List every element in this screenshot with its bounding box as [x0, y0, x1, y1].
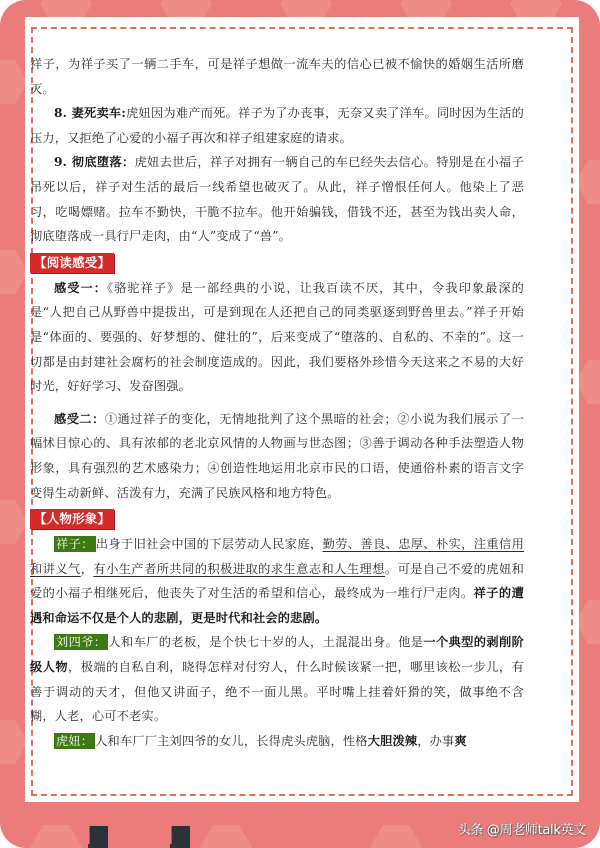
decorative-blob [370, 825, 422, 848]
feeling-2-text: ①通过祥子的变化，无情地批判了这个黑暗的社会；②小说为我们展示了一幅怵目惊心的、具有浓郁的老北京风情的人物画与世态图；③善于调动各种手法塑造人物形象，具有强烈的艺术感染力；④创造性地运用北京市民的口语，使通俗朴素的语言文字变得生动新鲜、活泼有力，充满了民族风格和地方特色。 [30, 411, 524, 500]
bold-text: 一个典型的剥削阶级人物 [30, 635, 524, 675]
reading-feeling-2 [30, 407, 524, 505]
underlined-text: 有小生产者所共同的积极进取的求生意志和人生理想 [93, 561, 385, 576]
feeling-1-text: 《骆驼祥子》是一部经典的小说，让我百读不厌，其中，令我印象最深的是“人把自己从野兽中提拔出，可是到现在人还把自己的同类驱逐到野兽里去。”祥子开始是“体面的、要强的、好梦想的、健壮的”，后来变成了“堕落的、自私的、不幸的”。这一切都是由封建社会腐朽的社会制度造成的。因此，我们要格外珍惜今天这来之不易的大好时光，好好学习、发奋图强。 [30, 280, 524, 394]
section-header-characters: 【人物形象】 [30, 509, 114, 529]
bold-text: 祥子的遭遇和命运不仅是个人的悲剧，更是时代和社会的悲剧。 [30, 586, 524, 625]
plot-item-7-tail: 祥子，为祥子买了一辆二手车，可是祥子想做一流车夫的信心已被不愉快的婚姻生活所磨灭。 [30, 57, 524, 96]
decorative-stand-leg [170, 826, 190, 848]
character-text: 人和车厂厂主刘四爷的女儿，长得虎头虎脑，性格 [95, 733, 368, 748]
plot-item-8-title: 8. 妻死卖车: [54, 106, 127, 121]
plot-item-9-title: 9. 彻底堕落： [54, 155, 135, 170]
plot-item-9-text: 虎妞去世后，祥子对拥有一辆自己的车已经失去信心。特别是在小福子吊死以后，祥子对生活的最后一线希望也破灭了。从此，祥子憎恨任何人。他染上了恶习，吃喝嫖赌。拉车不勤快，干脆不拉车。他开始骗钱，借钱不还，甚至为钱出卖人命，彻底堕落成一具行尸走肉，由“人”变成了“兽”。 [30, 155, 524, 244]
feeling-2-label: 感受二： [54, 411, 105, 426]
decorative-blob [200, 825, 252, 848]
character-huniu [30, 729, 524, 754]
character-tag-liusiye: 刘四爷： [56, 635, 107, 650]
decorative-blob [0, 60, 28, 104]
character-text: 人和车厂的老板，是个快七十岁的人，土混混出身。他是 [108, 635, 424, 650]
character-text: ，办事 [417, 733, 455, 748]
plot-item-8-text: 虎妞因为难产而死。祥子为了办丧事，无奈又卖了洋车。同时因为生活的压力，又拒绝了心爱的小福子再次和祥子组建家庭的请求。 [30, 106, 524, 145]
character-text: 出身于旧社会中国的下层劳动人民家庭， [95, 537, 323, 552]
decorative-blob [0, 720, 28, 764]
decorative-blob [0, 500, 28, 544]
character-liusiye [30, 630, 524, 728]
bold-text: 爽 [454, 733, 467, 748]
character-xiangzi [30, 532, 524, 630]
reading-feeling-1 [30, 276, 524, 399]
decorative-blob [0, 250, 28, 294]
character-tag-xiangzi: 祥子： [56, 537, 94, 552]
character-text: 。可是自己不爱的虎妞和爱的小福子相继死后，他丧失了对生活的希望和信心，最终成为一堆行尸走肉。 [30, 561, 525, 601]
underlined-text: 勤劳、善良、忠厚、朴实，注重信用和讲义气 [30, 537, 524, 576]
watermark: 头条 @周老师talk英文 [457, 823, 586, 838]
character-text: ，极端的自私自利，晓得怎样对付穷人，什么时候该紧一把，哪里该松一步儿，有善于调动的天才，但他又讲面子，绝不一面儿黑。平时嘴上挂着奸猾的笑，做事绝不含糊，人老，心可不老实。 [30, 660, 524, 724]
character-tag-huniu: 虎妞： [56, 733, 94, 748]
feeling-1-label: 感受一： [54, 280, 107, 295]
section-header-reading: 【阅读感受】 [30, 253, 114, 273]
bold-text: 大胆泼辣 [367, 733, 418, 748]
document-content [30, 52, 524, 753]
decorative-blob [30, 825, 82, 848]
plot-item-9 [30, 150, 524, 248]
decorative-stand-leg [88, 826, 108, 848]
plot-item-8 [30, 101, 524, 150]
character-text: ， [80, 561, 94, 576]
